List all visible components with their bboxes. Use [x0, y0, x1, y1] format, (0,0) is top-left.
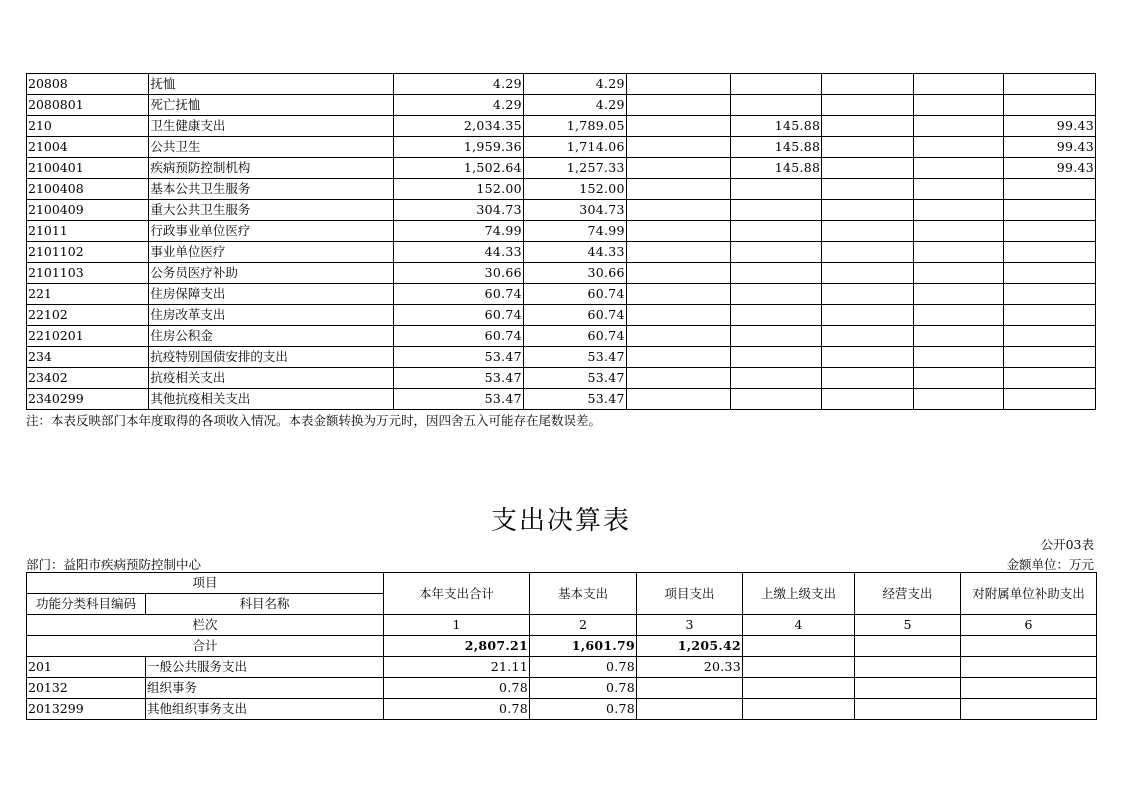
cell-name: 卫生健康支出 — [149, 116, 394, 137]
cell-c1: 60.74 — [394, 305, 524, 326]
cell-c3: 20.33 — [637, 657, 743, 678]
cell-c1: 60.74 — [394, 284, 524, 305]
cell-name: 一般公共服务支出 — [146, 657, 384, 678]
cell-c4 — [730, 74, 822, 95]
cell-c1: 53.47 — [394, 347, 524, 368]
cell-c7 — [1004, 305, 1096, 326]
expense-table-body — [27, 573, 1097, 720]
cell-c2: 60.74 — [523, 326, 626, 347]
header-row-1 — [27, 573, 1097, 594]
cell-c2: 1,714.06 — [523, 137, 626, 158]
cell-code: 221 — [27, 284, 149, 305]
cell-code: 2013299 — [27, 699, 146, 720]
income-table-body — [27, 74, 1096, 410]
cell-c7 — [1004, 179, 1096, 200]
cell-c4 — [743, 657, 855, 678]
total-c5 — [855, 636, 961, 657]
cell-code: 22102 — [27, 305, 149, 326]
cell-c7 — [1004, 284, 1096, 305]
table-row — [27, 158, 1096, 179]
cell-c4 — [743, 699, 855, 720]
header-item: 项目 — [27, 573, 384, 594]
cell-c3 — [626, 116, 730, 137]
page-title: 支出决算表 — [490, 506, 631, 536]
cell-c3 — [626, 95, 730, 116]
cell-code: 2080801 — [27, 95, 149, 116]
cell-c5 — [822, 242, 914, 263]
cell-code: 2210201 — [27, 326, 149, 347]
cell-c2: 152.00 — [523, 179, 626, 200]
total-c4 — [743, 636, 855, 657]
cell-c2: 0.78 — [530, 678, 637, 699]
cell-name: 住房保障支出 — [149, 284, 394, 305]
cell-c7 — [1004, 326, 1096, 347]
cell-c4 — [730, 95, 822, 116]
cell-c5 — [822, 368, 914, 389]
cell-c3 — [626, 137, 730, 158]
cell-c3 — [626, 284, 730, 305]
cell-code: 20132 — [27, 678, 146, 699]
unit-label: 金额单位：万元 — [1006, 557, 1094, 572]
cell-c6 — [961, 699, 1097, 720]
cell-name: 疾病预防控制机构 — [149, 158, 394, 179]
table-row — [27, 678, 1097, 699]
cell-c3 — [626, 221, 730, 242]
cell-c4 — [730, 263, 822, 284]
cell-c3 — [626, 368, 730, 389]
cell-c3 — [626, 242, 730, 263]
cell-c3 — [626, 158, 730, 179]
cell-name: 抗疫特别国债安排的支出 — [149, 347, 394, 368]
cell-code: 2340299 — [27, 389, 149, 410]
header-n2: 2 — [530, 615, 637, 636]
cell-c2: 4.29 — [523, 95, 626, 116]
cell-c6 — [913, 221, 1004, 242]
header-row-lanci — [27, 615, 1097, 636]
header-col2: 基本支出 — [530, 573, 637, 615]
cell-c6 — [913, 137, 1004, 158]
cell-c4 — [730, 221, 822, 242]
table-row — [27, 305, 1096, 326]
cell-c3 — [626, 179, 730, 200]
table-row — [27, 242, 1096, 263]
table-row — [27, 263, 1096, 284]
cell-code: 201 — [27, 657, 146, 678]
cell-c1: 21.11 — [384, 657, 530, 678]
cell-name: 其他抗疫相关支出 — [149, 389, 394, 410]
table-row — [27, 200, 1096, 221]
cell-c7 — [1004, 347, 1096, 368]
cell-c1: 0.78 — [384, 699, 530, 720]
cell-c1: 152.00 — [394, 179, 524, 200]
cell-c6 — [913, 368, 1004, 389]
cell-code: 234 — [27, 347, 149, 368]
cell-c2: 60.74 — [523, 305, 626, 326]
total-c1: 2,807.21 — [384, 636, 530, 657]
cell-c7: 99.43 — [1004, 116, 1096, 137]
cell-name: 公共卫生 — [149, 137, 394, 158]
cell-code: 20808 — [27, 74, 149, 95]
header-col6: 对附属单位补助支出 — [961, 573, 1097, 615]
cell-c5 — [822, 95, 914, 116]
cell-c4 — [730, 326, 822, 347]
cell-c6 — [913, 305, 1004, 326]
cell-c1: 1,959.36 — [394, 137, 524, 158]
cell-c3 — [626, 389, 730, 410]
cell-c1: 53.47 — [394, 389, 524, 410]
cell-c2: 0.78 — [530, 699, 637, 720]
cell-c6 — [913, 116, 1004, 137]
header-col5: 经营支出 — [855, 573, 961, 615]
table-row — [27, 326, 1096, 347]
table-row — [27, 347, 1096, 368]
cell-name: 基本公共卫生服务 — [149, 179, 394, 200]
cell-c1: 4.29 — [394, 74, 524, 95]
cell-c5 — [822, 116, 914, 137]
cell-code: 21011 — [27, 221, 149, 242]
cell-c6 — [913, 347, 1004, 368]
cell-c7 — [1004, 263, 1096, 284]
cell-c4: 145.88 — [730, 137, 822, 158]
table-row — [27, 179, 1096, 200]
cell-c2: 53.47 — [523, 389, 626, 410]
cell-c5 — [855, 657, 961, 678]
cell-c6 — [913, 389, 1004, 410]
cell-c5 — [822, 74, 914, 95]
cell-c2: 74.99 — [523, 221, 626, 242]
table-row — [27, 137, 1096, 158]
cell-c3 — [626, 347, 730, 368]
header-n3: 3 — [637, 615, 743, 636]
cell-c7 — [1004, 221, 1096, 242]
cell-c4 — [730, 179, 822, 200]
cell-c7 — [1004, 368, 1096, 389]
cell-c5 — [822, 200, 914, 221]
cell-name: 住房公积金 — [149, 326, 394, 347]
cell-name: 行政事业单位医疗 — [149, 221, 394, 242]
table-row — [27, 116, 1096, 137]
table-row — [27, 95, 1096, 116]
table-row — [27, 699, 1097, 720]
cell-c6 — [913, 242, 1004, 263]
cell-c1: 53.47 — [394, 368, 524, 389]
cell-c5 — [822, 263, 914, 284]
cell-code: 210 — [27, 116, 149, 137]
cell-c6 — [961, 678, 1097, 699]
cell-code: 2100408 — [27, 179, 149, 200]
table-row — [27, 284, 1096, 305]
cell-c5 — [822, 158, 914, 179]
cell-c5 — [822, 137, 914, 158]
cell-c3 — [626, 326, 730, 347]
cell-c6 — [913, 74, 1004, 95]
cell-c2: 304.73 — [523, 200, 626, 221]
cell-c7 — [1004, 74, 1096, 95]
total-c6 — [961, 636, 1097, 657]
cell-c4 — [730, 242, 822, 263]
cell-c4 — [730, 305, 822, 326]
cell-c1: 74.99 — [394, 221, 524, 242]
cell-c2: 44.33 — [523, 242, 626, 263]
cell-c2: 1,789.05 — [523, 116, 626, 137]
cell-c4: 145.88 — [730, 158, 822, 179]
department-label: 部门：益阳市疾病预防控制中心 — [26, 557, 202, 572]
table-row — [27, 221, 1096, 242]
header-n5: 5 — [855, 615, 961, 636]
cell-c5 — [822, 347, 914, 368]
cell-c2: 0.78 — [530, 657, 637, 678]
header-col4: 上缴上级支出 — [743, 573, 855, 615]
cell-c6 — [913, 284, 1004, 305]
table-row — [27, 389, 1096, 410]
cell-c1: 60.74 — [394, 326, 524, 347]
cell-c5 — [822, 305, 914, 326]
cell-c1: 304.73 — [394, 200, 524, 221]
cell-c5 — [822, 284, 914, 305]
cell-name: 死亡抚恤 — [149, 95, 394, 116]
table-row — [27, 657, 1097, 678]
cell-code: 2100401 — [27, 158, 149, 179]
header-n1: 1 — [384, 615, 530, 636]
cell-name: 重大公共卫生服务 — [149, 200, 394, 221]
header-name: 科目名称 — [146, 594, 384, 615]
cell-c6 — [913, 158, 1004, 179]
cell-c3 — [637, 678, 743, 699]
cell-c3 — [626, 305, 730, 326]
cell-c2: 30.66 — [523, 263, 626, 284]
total-row — [27, 636, 1097, 657]
expense-table — [26, 572, 1097, 720]
cell-c1: 44.33 — [394, 242, 524, 263]
income-table — [26, 73, 1096, 410]
cell-c6 — [913, 263, 1004, 284]
cell-c1: 0.78 — [384, 678, 530, 699]
total-c2: 1,601.79 — [530, 636, 637, 657]
table-row — [27, 74, 1096, 95]
cell-c2: 53.47 — [523, 368, 626, 389]
cell-c2: 1,257.33 — [523, 158, 626, 179]
cell-c2: 53.47 — [523, 347, 626, 368]
cell-name: 抚恤 — [149, 74, 394, 95]
cell-c7: 99.43 — [1004, 158, 1096, 179]
cell-name: 抗疫相关支出 — [149, 368, 394, 389]
cell-code: 2101102 — [27, 242, 149, 263]
cell-name: 组织事务 — [146, 678, 384, 699]
header-col3: 项目支出 — [637, 573, 743, 615]
header-code: 功能分类科目编码 — [27, 594, 146, 615]
table-row — [27, 368, 1096, 389]
table-note: 注：本表反映部门本年度取得的各项收入情况。本表金额转换为万元时，因四舍五入可能存在尾数误差。 — [26, 413, 602, 428]
cell-c5 — [822, 326, 914, 347]
cell-name: 住房改革支出 — [149, 305, 394, 326]
cell-c7 — [1004, 389, 1096, 410]
cell-c1: 30.66 — [394, 263, 524, 284]
cell-c3 — [626, 200, 730, 221]
cell-c1: 1,502.64 — [394, 158, 524, 179]
cell-c4 — [730, 200, 822, 221]
cell-c2: 60.74 — [523, 284, 626, 305]
cell-c6 — [913, 179, 1004, 200]
cell-name: 公务员医疗补助 — [149, 263, 394, 284]
cell-c4 — [730, 347, 822, 368]
header-n4: 4 — [743, 615, 855, 636]
cell-c7 — [1004, 200, 1096, 221]
cell-c6 — [913, 200, 1004, 221]
cell-c6 — [961, 657, 1097, 678]
cell-code: 23402 — [27, 368, 149, 389]
cell-c1: 2,034.35 — [394, 116, 524, 137]
total-label: 合计 — [27, 636, 384, 657]
cell-name: 事业单位医疗 — [149, 242, 394, 263]
cell-c5 — [855, 699, 961, 720]
cell-c4 — [730, 284, 822, 305]
cell-c4 — [743, 678, 855, 699]
cell-c6 — [913, 326, 1004, 347]
cell-c5 — [822, 179, 914, 200]
header-n6: 6 — [961, 615, 1097, 636]
cell-c2: 4.29 — [523, 74, 626, 95]
cell-code: 2101103 — [27, 263, 149, 284]
cell-code: 21004 — [27, 137, 149, 158]
cell-c1: 4.29 — [394, 95, 524, 116]
header-col1: 本年支出合计 — [384, 573, 530, 615]
cell-c3 — [637, 699, 743, 720]
cell-c3 — [626, 263, 730, 284]
cell-c7 — [1004, 95, 1096, 116]
cell-name: 其他组织事务支出 — [146, 699, 384, 720]
cell-c4 — [730, 368, 822, 389]
total-c3: 1,205.42 — [637, 636, 743, 657]
header-lanci: 栏次 — [27, 615, 384, 636]
cell-c7 — [1004, 242, 1096, 263]
cell-c5 — [822, 389, 914, 410]
cell-c4 — [730, 389, 822, 410]
form-number: 公开03表 — [1040, 537, 1094, 552]
cell-c7: 99.43 — [1004, 137, 1096, 158]
cell-c4: 145.88 — [730, 116, 822, 137]
cell-c3 — [626, 74, 730, 95]
cell-c6 — [913, 95, 1004, 116]
cell-code: 2100409 — [27, 200, 149, 221]
cell-c5 — [822, 221, 914, 242]
cell-c5 — [855, 678, 961, 699]
